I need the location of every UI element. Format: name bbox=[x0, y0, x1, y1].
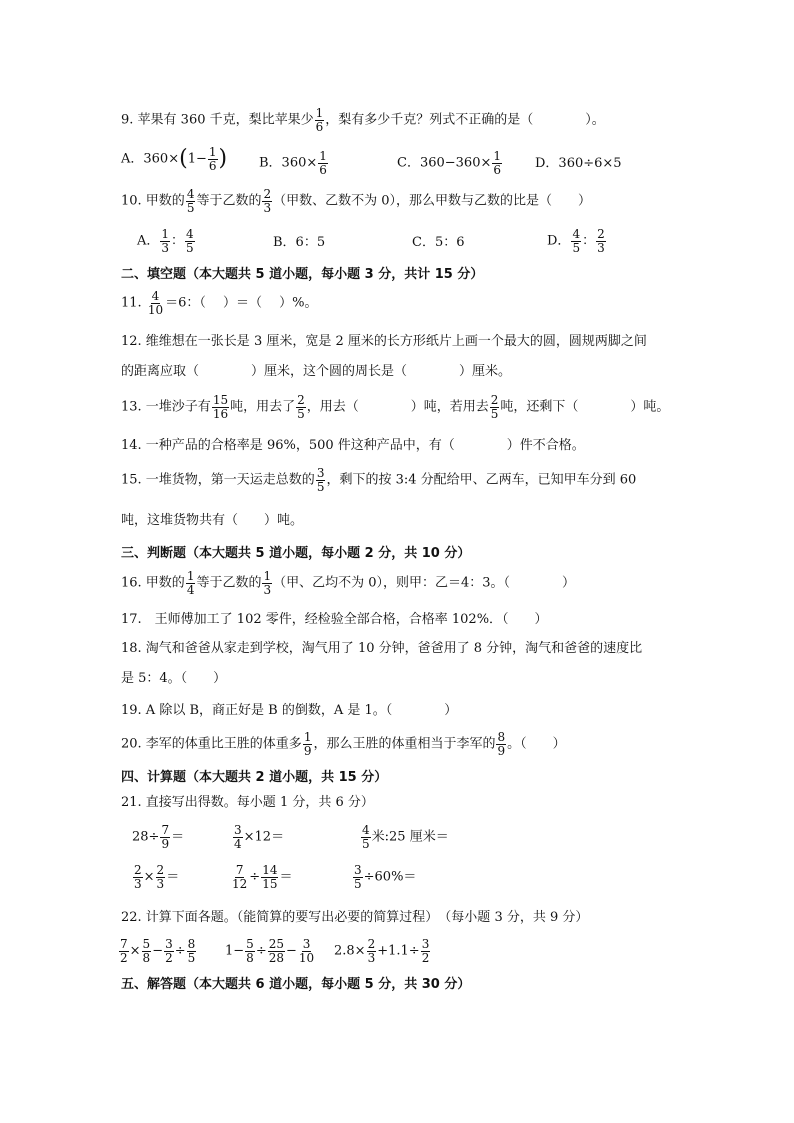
expression-3: 2.8× $\frac{2}{3}$ +1.1÷ $\frac{3}{2}$ bbox=[334, 937, 430, 965]
fraction: $\frac{1}{6}$ bbox=[315, 106, 324, 134]
question-14: 14. 一种产品的合格率是 96%，500 件这种产品中，有（ ）件不合格。 bbox=[121, 438, 585, 453]
option-a: A． $\frac{1}{3}$ ： $\frac{4}{5}$ bbox=[137, 227, 194, 255]
expression-1: $\frac{7}{2}$ × $\frac{5}{8}$ − $\frac{3}{2}$ ÷ $\frac{8}{5}$ bbox=[120, 937, 196, 965]
section-3-heading: 三、判断题（本大题共 5 道小题，每小题 2 分，共 10 分） bbox=[121, 546, 471, 561]
question-12-line-2: 的距离应取（ ）厘米，这个圆的周长是（ ）厘米。 bbox=[121, 364, 512, 379]
question-19: 19. A 除以 B，商正好是 B 的倒数，A 是 1。（ ） bbox=[121, 703, 458, 718]
question-21-title: 21. 直接写出得数。每小题 1 分，共 6 分） bbox=[121, 795, 374, 810]
calc-3: $\frac{4}{5}$ 米:25 厘米＝ bbox=[362, 823, 449, 851]
question-18-line-1: 18. 淘气和爸爸从家走到学校，淘气用了 10 分钟，爸爸用了 8 分钟，淘气和爸爸的速度比 bbox=[121, 641, 643, 656]
question-20: 20. 李军的体重比王胜的体重多 $\frac{1}{9}$ ，那么王胜的体重相当于李军的 $\frac{8}{9}$ 。（ ） bbox=[121, 730, 566, 758]
question-15-line-2: 吨，这堆货物共有（ ）吨。 bbox=[121, 513, 304, 528]
option-c: C．5：6 bbox=[412, 235, 465, 250]
question-15: 15. 一堆货物，第一天运走总数的 $\frac{3}{5}$ ，剩下的按 3:4 分配给甲、乙两车，已知甲车分到 60 bbox=[121, 466, 637, 494]
question-18-line-2: 是 5：4。（ ） bbox=[121, 671, 227, 686]
section-5-heading: 五、解答题（本大题共 6 道小题，每小题 5 分，共 30 分） bbox=[121, 977, 471, 992]
section-4-heading: 四、计算题（本大题共 2 道小题，共 15 分） bbox=[121, 770, 388, 785]
question-16: 16. 甲数的 $\frac{1}{4}$ 等于乙数的 $\frac{1}{3}$ （甲、乙均不为 0），则甲：乙＝4：3。（ ） bbox=[121, 569, 576, 597]
question-13: 13. 一堆沙子有 $\frac{15}{16}$ 吨，用去了 $\frac{2}{5}$ ，用去（ ）吨，若用去 $\frac{2}{5}$ 吨，还剩下（ ）吨。 bbox=[121, 393, 670, 421]
section-2-heading: 二、填空题（本大题共 5 道小题，每小题 3 分，共计 15 分） bbox=[121, 267, 484, 282]
question-10: 10. 甲数的 $\frac{4}{5}$ 等于乙数的 $\frac{2}{3}$ （甲数、乙数不为 0），那么甲数与乙数的比是（ ） bbox=[121, 187, 592, 215]
option-b: B．360× $\frac{1}{6}$ bbox=[259, 149, 327, 177]
question-9: 9. 苹果有 360 千克，梨比苹果少 $\frac{1}{6}$ ，梨有多少千克？列式不正确的是（ ）。 bbox=[121, 106, 605, 134]
question-22-title: 22. 计算下面各题。（能简算的要写出必要的简算过程） （每小题 3 分，共 9 分） bbox=[121, 910, 589, 925]
expression-2: 1− $\frac{5}{8}$ ÷ $\frac{25}{28}$ − $\frac{3}{10}$ bbox=[225, 937, 315, 965]
option-b: B．6：5 bbox=[273, 235, 326, 250]
calc-4: $\frac{2}{3}$ × $\frac{2}{3}$ ＝ bbox=[134, 863, 180, 891]
option-c: C．360−360× $\frac{1}{6}$ bbox=[397, 149, 501, 177]
calc-5: $\frac{7}{12}$ ÷ $\frac{14}{15}$ ＝ bbox=[232, 863, 293, 891]
calc-2: $\frac{3}{4}$ ×12＝ bbox=[234, 823, 285, 851]
question-12-line-1: 12. 维维想在一张长是 3 厘米，宽是 2 厘米的长方形纸片上画一个最大的圆，圆规两脚之间 bbox=[121, 334, 647, 349]
calc-1: 28÷ $\frac{7}{9}$ ＝ bbox=[132, 823, 185, 851]
option-d: D．360÷6×5 bbox=[535, 156, 622, 171]
option-d: D． $\frac{4}{5}$ ： $\frac{2}{3}$ bbox=[547, 227, 605, 255]
calc-6: $\frac{3}{5}$ ÷60%＝ bbox=[354, 863, 417, 891]
question-11: 11. $\frac{4}{10}$ ＝6：（ ）＝（ ）%。 bbox=[121, 289, 318, 317]
option-a: A．360×(1− $\frac{1}{6}$ ) bbox=[121, 145, 228, 173]
question-17: 17. 王师傅加工了 102 零件，经检验全部合格，合格率 102%．（ ） bbox=[121, 612, 548, 627]
